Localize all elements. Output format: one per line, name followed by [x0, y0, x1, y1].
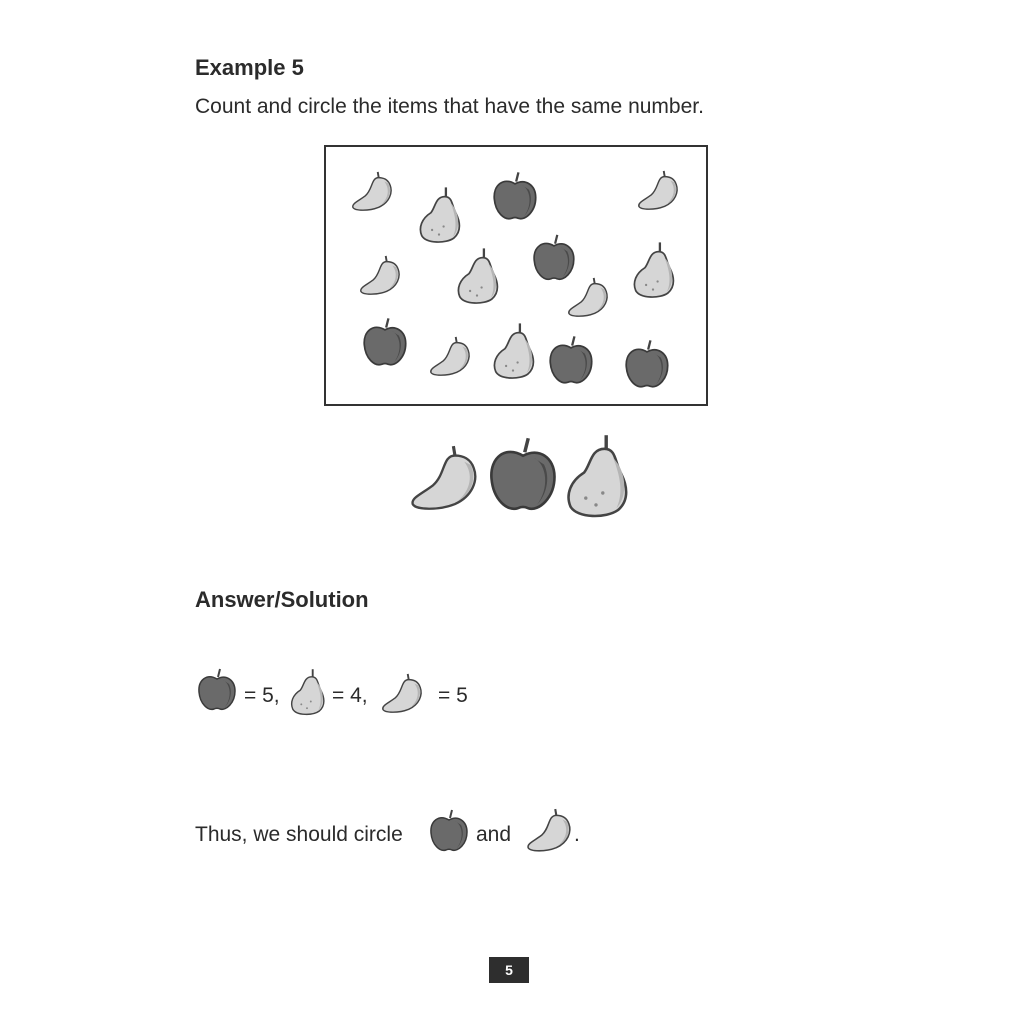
instruction-text: Count and circle the items that have the same number. [195, 95, 704, 118]
pear-icon [288, 668, 326, 716]
apple-icon [488, 435, 558, 515]
apple-count: = 5, [244, 684, 280, 707]
conclusion-prefix: Thus, we should circle [195, 823, 403, 846]
pear-icon [490, 321, 536, 381]
conclusion-period: . [574, 823, 580, 846]
pear-icon [562, 433, 630, 519]
apple-icon [197, 668, 237, 712]
mango-icon [358, 252, 402, 300]
mango-icon [428, 333, 472, 381]
example-heading: Example 5 [195, 55, 304, 80]
apple-icon [548, 333, 594, 388]
answer-heading: Answer/Solution [195, 587, 369, 612]
mango-count: = 5 [438, 684, 468, 707]
pear-count: = 4, [332, 684, 368, 707]
apple-icon [624, 337, 670, 392]
mango-icon [636, 167, 680, 215]
apple-icon [492, 169, 538, 224]
pear-icon [630, 241, 676, 299]
page-number: 5 [489, 957, 529, 983]
fruit-picture-box [324, 145, 708, 406]
apple-icon [362, 315, 408, 370]
fruit-types-row [408, 433, 633, 523]
apple-icon [429, 808, 469, 854]
pear-icon [454, 247, 500, 305]
pear-icon [416, 185, 462, 245]
mango-icon [380, 670, 424, 718]
mango-icon [525, 806, 573, 856]
mango-icon [566, 274, 610, 322]
conclusion-and: and [476, 823, 512, 846]
mango-icon [408, 439, 480, 519]
mango-icon [350, 167, 394, 217]
